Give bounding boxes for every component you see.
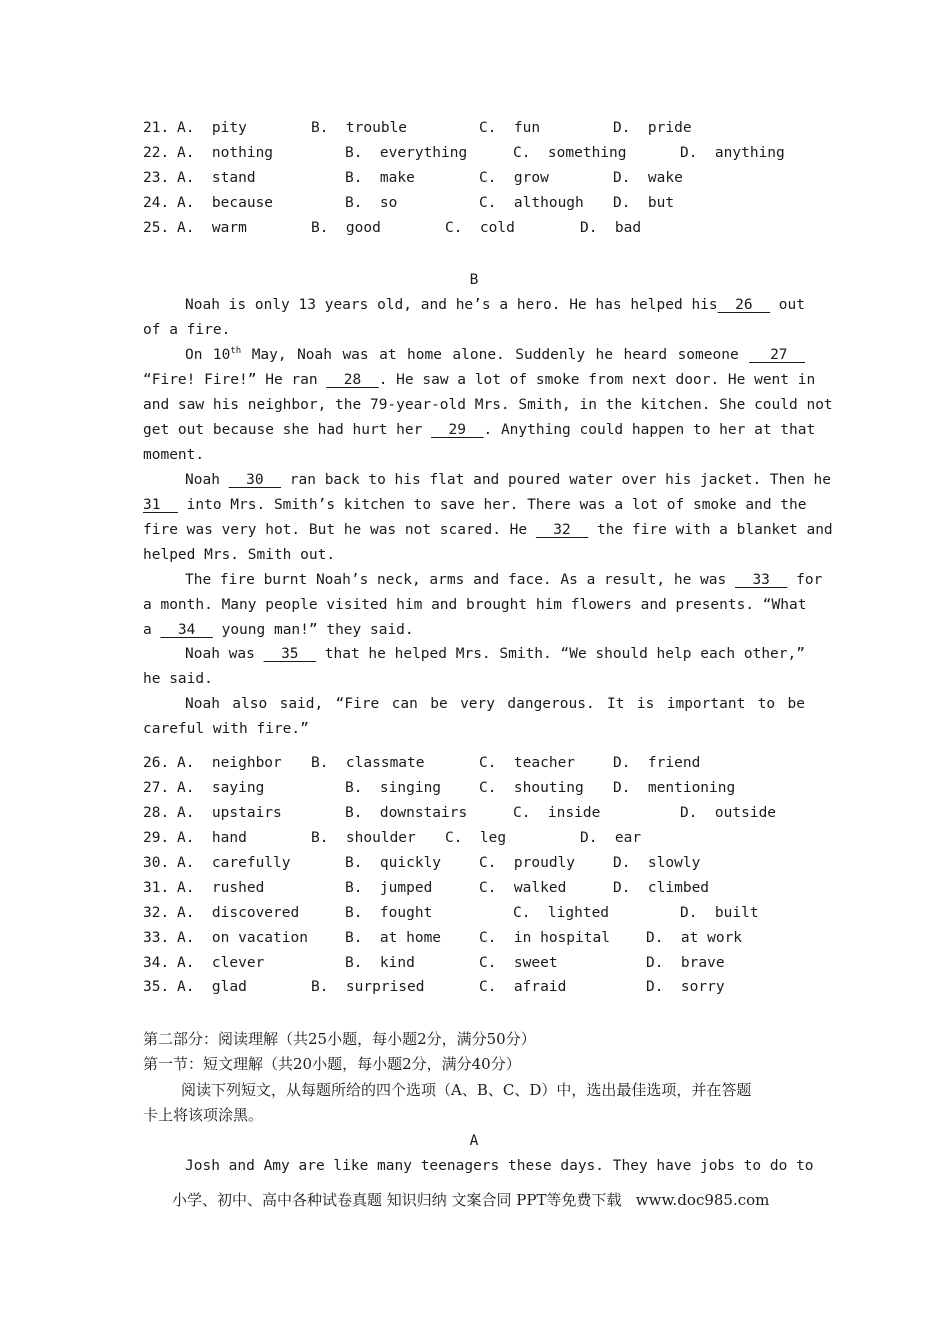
option-d: D. sorry	[646, 979, 725, 995]
superscript: th	[230, 346, 242, 356]
text: . He saw a lot of smoke from next door. He went in	[378, 372, 816, 388]
passage-line: a month. Many people visited him and brought him flowers and presents. “What	[143, 597, 807, 613]
instructions-line: 阅读下列短文，从每题所给的四个选项（A、B、C、D）中，选出最佳选项，并在答题	[181, 1081, 752, 1099]
option-d: D. bad	[580, 220, 642, 236]
text: May, Noah was at home alone. Suddenly he heard someone	[241, 347, 750, 363]
option-d: D. mentioning	[613, 780, 736, 796]
passage-line: helped Mrs. Smith out.	[143, 547, 336, 563]
option-c: C. lighted	[513, 905, 610, 921]
passage-line: Josh and Amy are like many teenagers these days. They have jobs to do to	[185, 1158, 814, 1174]
option-d: D. built	[680, 905, 759, 921]
option-c: C. proudly	[479, 855, 576, 871]
option-c: C. shouting	[479, 780, 584, 796]
text: Noah	[185, 472, 229, 488]
blank-26: 26	[717, 297, 771, 313]
question-number: 24.	[143, 195, 170, 211]
page-footer: 小学、初中、高中各种试卷真题 知识归纳 文案合同 PPT等免费下载 www.doc985.com	[172, 1191, 770, 1209]
option-b: B. quickly	[345, 855, 442, 871]
question-number: 31.	[143, 880, 170, 896]
option-d: D. brave	[646, 955, 725, 971]
option-d: D. outside	[680, 805, 777, 821]
text: . Anything could happen to her at that	[483, 422, 816, 438]
text: ran back to his flat and poured water over his jacket. Then he	[281, 472, 832, 488]
option-a: A. rushed	[177, 880, 265, 896]
blank-31: 31	[143, 497, 178, 513]
section-title: 第一节：短文理解（共20小题，每小题2分，满分40分）	[143, 1055, 521, 1073]
blank-29: 29	[431, 422, 484, 438]
text: On 10	[185, 347, 231, 363]
option-d: D. wake	[613, 170, 683, 186]
option-d: D. climbed	[613, 880, 710, 896]
option-d: D. slowly	[613, 855, 701, 871]
option-b: B. make	[345, 170, 415, 186]
option-d: D. friend	[613, 755, 701, 771]
option-a: A. discovered	[177, 905, 300, 921]
option-c: C. although	[479, 195, 584, 211]
option-b: B. singing	[345, 780, 442, 796]
option-b: B. good	[311, 220, 381, 236]
option-b: B. fought	[345, 905, 433, 921]
passage-line	[185, 470, 832, 490]
option-a: A. hand	[177, 830, 247, 846]
option-a: A. warm	[177, 220, 247, 236]
question-number: 27.	[143, 780, 170, 796]
option-d: D. pride	[613, 120, 692, 136]
option-b: B. classmate	[311, 755, 425, 771]
text: fire was very hot. But he was not scared. He	[143, 522, 536, 538]
question-number: 33.	[143, 930, 170, 946]
blank-33: 33	[734, 572, 788, 588]
text: into Mrs. Smith’s kitchen to save her. There was a lot of smoke and the	[177, 497, 807, 513]
text: get out because she had hurt her	[143, 422, 432, 438]
option-d: D. at work	[646, 930, 743, 946]
passage-line	[185, 345, 805, 365]
option-b: B. jumped	[345, 880, 433, 896]
option-c: C. inside	[513, 805, 601, 821]
option-c: C. walked	[479, 880, 567, 896]
text: that he helped Mrs. Smith. “We should help each other,”	[316, 646, 805, 662]
text: the fire with a blanket and	[588, 522, 833, 538]
option-a: A. because	[177, 195, 274, 211]
option-b: B. shoulder	[311, 830, 416, 846]
option-c: C. in hospital	[479, 930, 610, 946]
question-number: 32.	[143, 905, 170, 921]
passage-line: of a fire.	[143, 322, 231, 338]
passage-line: and saw his neighbor, the 79-year-old Mrs. Smith, in the kitchen. She could not	[143, 397, 833, 413]
option-a: A. stand	[177, 170, 256, 186]
question-number: 25.	[143, 220, 170, 236]
passage-line	[185, 570, 823, 590]
option-a: A. carefully	[177, 855, 291, 871]
question-number: 28.	[143, 805, 170, 821]
text: out	[770, 297, 805, 313]
question-number: 26.	[143, 755, 170, 771]
blank-27: 27	[749, 347, 805, 363]
option-c: C. something	[513, 145, 627, 161]
question-number: 34.	[143, 955, 170, 971]
passage-line	[143, 620, 414, 640]
option-b: B. so	[345, 195, 398, 211]
question-number: 30.	[143, 855, 170, 871]
option-c: C. sweet	[479, 955, 558, 971]
option-c: C. leg	[445, 830, 507, 846]
passage-line	[143, 420, 816, 440]
question-number: 23.	[143, 170, 170, 186]
question-number: 35.	[143, 979, 170, 995]
instructions-line: 卡上将该项涂黑。	[143, 1106, 264, 1124]
option-a: A. pity	[177, 120, 247, 136]
option-c: C. cold	[445, 220, 515, 236]
option-d: D. ear	[580, 830, 642, 846]
question-number: 21.	[143, 120, 170, 136]
option-c: C. fun	[479, 120, 541, 136]
option-c: C. grow	[479, 170, 549, 186]
passage-line: he said.	[143, 671, 213, 687]
text: for	[787, 572, 823, 588]
option-a: A. clever	[177, 955, 265, 971]
passage-line: careful with fire.”	[143, 721, 309, 737]
option-a: A. upstairs	[177, 805, 282, 821]
passage-line	[185, 644, 805, 664]
question-number: 22.	[143, 145, 170, 161]
text: “Fire! Fire!” He ran	[143, 372, 327, 388]
option-d: D. but	[613, 195, 675, 211]
passage-line	[143, 370, 816, 390]
passage-line	[185, 295, 805, 315]
option-a: A. nothing	[177, 145, 274, 161]
option-b: B. at home	[345, 930, 442, 946]
option-a: A. on vacation	[177, 930, 308, 946]
option-c: C. afraid	[479, 979, 567, 995]
part-title: 第二部分：阅读理解（共25小题，每小题2分，满分50分）	[143, 1030, 536, 1048]
passage-line	[143, 495, 805, 515]
option-a: A. glad	[177, 979, 247, 995]
blank-30: 30	[228, 472, 282, 488]
question-number: 29.	[143, 830, 170, 846]
option-d: D. anything	[680, 145, 785, 161]
blank-35: 35	[263, 646, 317, 662]
option-b: B. trouble	[311, 120, 408, 136]
passage-line: moment.	[143, 447, 205, 463]
option-a: A. saying	[177, 780, 265, 796]
blank-34: 34	[160, 622, 213, 638]
text: young man!” they said.	[212, 622, 414, 638]
section-heading-a: A	[469, 1133, 479, 1149]
passage-line: Noah also said, “Fire can be very dangerous. It is important to be	[185, 696, 805, 712]
option-b: B. everything	[345, 145, 468, 161]
text: a	[143, 622, 161, 638]
option-b: B. kind	[345, 955, 415, 971]
passage-line	[143, 520, 833, 540]
text: Noah is only 13 years old, and he’s a hero. He has helped his	[185, 297, 718, 313]
blank-28: 28	[326, 372, 379, 388]
option-a: A. neighbor	[177, 755, 282, 771]
text: Noah was	[185, 646, 264, 662]
option-b: B. surprised	[311, 979, 425, 995]
blank-32: 32	[535, 522, 589, 538]
option-b: B. downstairs	[345, 805, 468, 821]
text: The fire burnt Noah’s neck, arms and face. As a result, he was	[185, 572, 735, 588]
section-heading-b: B	[469, 272, 479, 288]
option-c: C. teacher	[479, 755, 576, 771]
